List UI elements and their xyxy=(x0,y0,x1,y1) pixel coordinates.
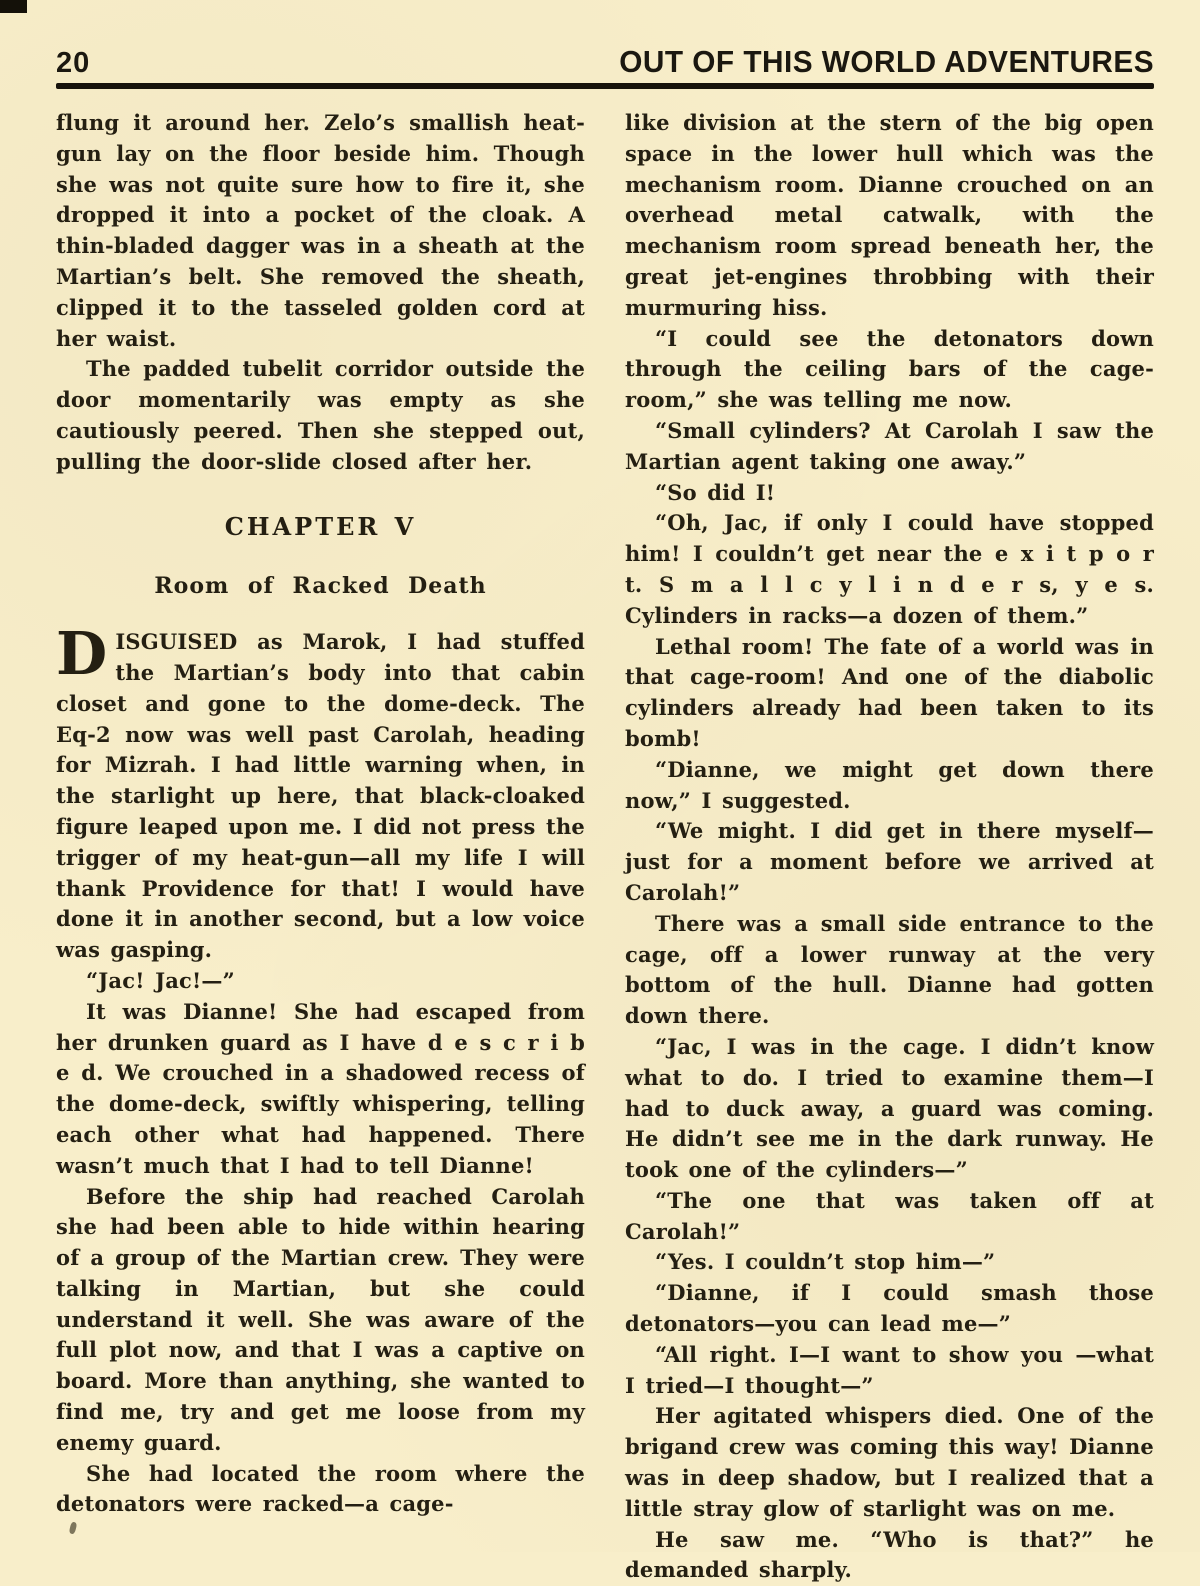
chapter-subheading: Room of Racked Death xyxy=(154,573,487,600)
paragraph: There was a small side entrance to the cage, off a lower runway at the very bottom of the hull. Dianne had gotten down there. xyxy=(625,910,1154,1029)
header-row xyxy=(56,44,1154,80)
paragraph: “We might. I did get in there myself—just for a moment before we arrived at Carolah!” xyxy=(625,818,1154,905)
drop-cap-letter: D xyxy=(56,619,108,689)
paragraph: “Yes. I couldn’t stop him—” xyxy=(655,1249,996,1275)
paragraph: Lethal room! The fate of a world was in that cage-room! And one of the diabolic cylinders already had been taken to its bomb! xyxy=(625,633,1154,751)
chapter-heading: CHAPTER V xyxy=(224,511,417,541)
paragraph: “All right. I—I want to show you —what I tried—I thought—” xyxy=(625,1341,1154,1398)
paragraph: He saw me. “Who is that?” he demanded sharply. xyxy=(625,1526,1154,1583)
paragraph: “Dianne, we might get down there now,” I suggested. xyxy=(625,756,1154,813)
magazine-title: OUT OF THIS WORLD ADVENTURES xyxy=(619,44,1154,79)
scan-corner-artifact xyxy=(0,0,27,13)
dropcap-paragraph xyxy=(56,619,585,966)
paragraph: “Oh, Jac, if only I could have stopped him! I couldn’t get near the e x i t p o r t. S m a l l c y l i n d e r s, y e s. Cylinders in racks—a dozen of them.” xyxy=(625,510,1154,628)
paragraph: Before the ship had reached Carolah she had been able to hide within hearing of a group of the Martian crew. They were talking in Martian, but she could understand it well. She was aware of the full plot now, and that I was a captive on board. More than anything, she wanted to find me, try and get me loose from my enemy guard. xyxy=(56,1183,585,1455)
right-column xyxy=(625,108,1154,1586)
paragraph: “Jac! Jac!—” xyxy=(86,967,235,993)
paragraph: The padded tubelit corridor outside the door momentarily was empty as she cautiously peered. Then she stepped out, pulling the door-slide closed after her. xyxy=(56,356,585,474)
paragraph: like division at the stern of the big open space in the lower hull which was the mechanism room. Dianne crouched on an overhead metal catwalk, with the mechanism room spread beneath her, the great jet-engines throbbing with their murmuring hiss. xyxy=(625,110,1154,320)
paragraph: “Dianne, if I could smash those detonators—you can lead me—” xyxy=(625,1280,1154,1337)
paragraph: She had located the room where the detonators were racked—a cage- xyxy=(56,1460,585,1517)
paragraph: “So did I! xyxy=(655,479,776,505)
paragraph-text: ISGUISED as Marok, I had stuffed the Martian’s body into that cabin closet and gone to the dome-deck. The Eq-2 now was well past Carolah, heading for Mizrah. I had little warning when, in the starlight up here, that black-cloaked figure leaped upon me. I did not press the trigger of my heat-gun—all my life I will thank Providence for that! I would have done it in another second, but a low voice was gasping. xyxy=(56,629,585,963)
left-column xyxy=(56,108,585,1586)
paragraph: flung it around her. Zelo’s smallish heat-gun lay on the floor beside him. Though she was not quite sure how to fire it, she dropped it into a pocket of the cloak. A thin-bladed dagger was in a sheath at the Martian’s belt. She removed the sheath, clipped it to the tasseled golden cord at her waist. xyxy=(56,110,585,351)
paragraph: Her agitated whispers died. One of the brigand crew was coming this way! Dianne was in deep shadow, but I realized that a little stray glow of starlight was on me. xyxy=(625,1403,1154,1521)
paragraph: “I could see the detonators down through the ceiling bars of the cage-room,” she was telling me now. xyxy=(625,325,1154,413)
two-column-text xyxy=(56,108,1154,1586)
page-header xyxy=(56,44,1154,89)
paragraph: It was Dianne! She had escaped from her drunken guard as I have d e s c r i b e d. We crouched in a shadowed recess of the dome-deck, swiftly whispering, telling each other what had happened. There wasn’t much that I had to tell Dianne! xyxy=(56,998,585,1178)
page-number: 20 xyxy=(56,47,91,79)
header-rule xyxy=(56,83,1154,89)
paragraph: “The one that was taken off at Carolah!” xyxy=(625,1187,1154,1244)
paragraph: “Jac, I was in the cage. I didn’t know what to do. I tried to examine them—I had to duck away, a guard was coming. He didn’t see me in the dark runway. He took one of the cylinders—” xyxy=(625,1033,1154,1183)
paragraph: “Small cylinders? At Carolah I saw the Martian agent taking one away.” xyxy=(625,417,1154,474)
